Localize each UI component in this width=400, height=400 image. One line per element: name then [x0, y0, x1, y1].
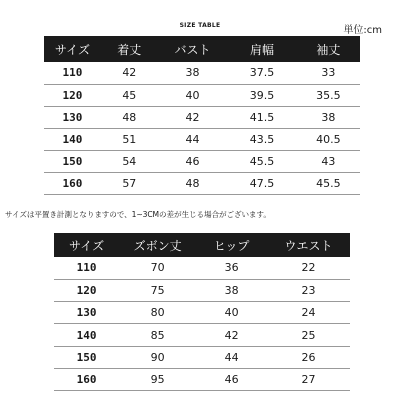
table-row — [44, 84, 360, 106]
hip-cell: 46 — [196, 368, 267, 390]
size-cell: 120 — [54, 279, 119, 301]
pants-length-cell: 90 — [119, 346, 196, 368]
length-cell: 48 — [101, 106, 158, 128]
size-cell: 110 — [54, 257, 119, 279]
sleeve-cell: 33 — [297, 62, 360, 84]
length-cell: 45 — [101, 84, 158, 106]
pants-length-cell: 80 — [119, 302, 196, 324]
size-cell: 120 — [44, 84, 101, 106]
pants-length-cell: 70 — [119, 257, 196, 279]
unit-label: 単位:cm — [343, 25, 382, 36]
length-cell: 42 — [101, 62, 158, 84]
pants-length-cell: 75 — [119, 279, 196, 301]
sleeve-cell: 45.5 — [297, 172, 360, 194]
header-shoulder: 肩幅 — [250, 42, 275, 57]
header-length: 着丈 — [117, 42, 142, 57]
waist-cell: 26 — [267, 346, 350, 368]
bust-cell: 48 — [158, 172, 228, 194]
waist-cell: 27 — [267, 368, 350, 390]
pants-length-cell: 95 — [119, 368, 196, 390]
bust-cell: 38 — [158, 62, 228, 84]
table-row — [44, 172, 360, 194]
sleeve-cell: 43 — [297, 150, 360, 172]
header-sleeve: 袖丈 — [316, 42, 341, 57]
bottom-size-table — [54, 233, 350, 391]
table-row — [54, 368, 350, 390]
size-cell: 130 — [54, 302, 119, 324]
shoulder-cell: 47.5 — [227, 172, 297, 194]
table-header-row — [54, 233, 350, 257]
size-cell: 150 — [54, 346, 119, 368]
waist-cell: 22 — [267, 257, 350, 279]
table-row — [44, 106, 360, 128]
size-cell: 140 — [44, 128, 101, 150]
table-row — [54, 302, 350, 324]
sleeve-cell: 35.5 — [297, 84, 360, 106]
shoulder-cell: 37.5 — [227, 62, 297, 84]
header-size: サイズ — [69, 238, 105, 253]
measurement-note: サイズは平置き計測となりますので、1~3CMの差が生じる場合がございます。 — [5, 210, 271, 219]
shoulder-cell: 43.5 — [227, 128, 297, 150]
header-size: サイズ — [54, 42, 90, 57]
header-waist: ウエスト — [284, 238, 333, 253]
waist-cell: 24 — [267, 302, 350, 324]
size-cell: 140 — [54, 324, 119, 346]
size-cell: 110 — [44, 62, 101, 84]
size-cell: 130 — [44, 106, 101, 128]
table-row — [54, 346, 350, 368]
bust-cell: 40 — [158, 84, 228, 106]
bust-cell: 44 — [158, 128, 228, 150]
header-bust: バスト — [174, 42, 211, 57]
waist-cell: 25 — [267, 324, 350, 346]
shoulder-cell: 41.5 — [227, 106, 297, 128]
table-row — [54, 279, 350, 301]
table-row — [54, 257, 350, 279]
pants-length-cell: 85 — [119, 324, 196, 346]
header-hip: ヒップ — [213, 238, 250, 253]
table-row — [44, 128, 360, 150]
length-cell: 57 — [101, 172, 158, 194]
shoulder-cell: 45.5 — [227, 150, 297, 172]
waist-cell: 23 — [267, 279, 350, 301]
hip-cell: 36 — [196, 257, 267, 279]
table-row — [54, 324, 350, 346]
table-row — [44, 150, 360, 172]
shoulder-cell: 39.5 — [227, 84, 297, 106]
bust-cell: 42 — [158, 106, 228, 128]
table-row — [44, 62, 360, 84]
hip-cell: 40 — [196, 302, 267, 324]
header-pants-length: ズボン丈 — [133, 238, 182, 253]
size-cell: 150 — [44, 150, 101, 172]
size-cell: 160 — [44, 172, 101, 194]
size-table-caption: SIZE TABLE — [179, 22, 221, 29]
bust-cell: 46 — [158, 150, 228, 172]
sleeve-cell: 38 — [297, 106, 360, 128]
top-size-table — [44, 36, 360, 195]
table-header-row — [44, 36, 360, 62]
length-cell: 51 — [101, 128, 158, 150]
length-cell: 54 — [101, 150, 158, 172]
hip-cell: 38 — [196, 279, 267, 301]
size-cell: 160 — [54, 368, 119, 390]
hip-cell: 44 — [196, 346, 267, 368]
hip-cell: 42 — [196, 324, 267, 346]
sleeve-cell: 40.5 — [297, 128, 360, 150]
